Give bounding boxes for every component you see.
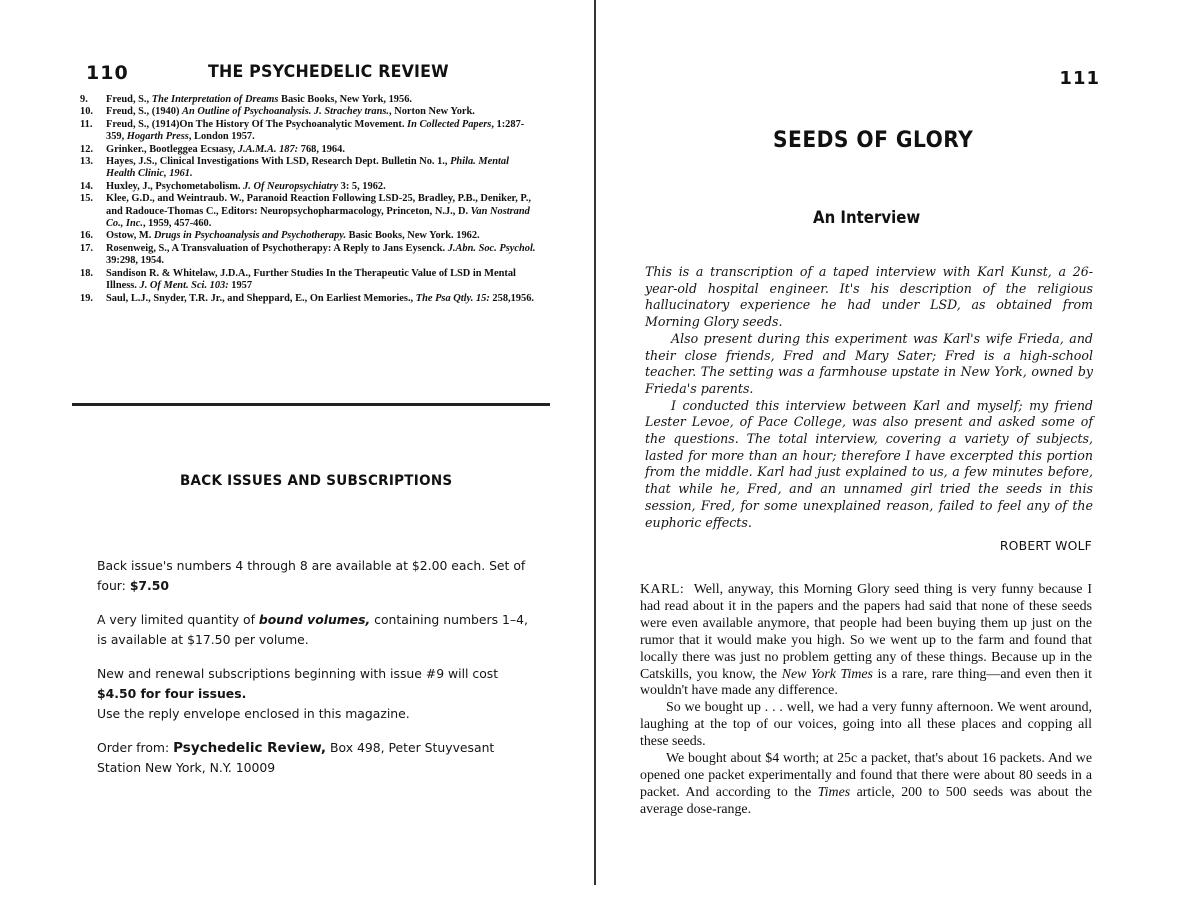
reference-item (80, 119, 540, 144)
reference-number: 9. (80, 94, 88, 105)
reference-text: Huxley, J., Psychometabolism. J. Of Neuropsychiatry 3: 5, 1962. (106, 180, 386, 192)
reference-number: 15. (80, 193, 93, 205)
reference-text: Sandison R. & Whitelaw, J.D.A., Further Studies In the Therapeutic Value of LSD in Mental Illness. J. Of Ment. Sci. 103: 1957 (106, 267, 516, 292)
reference-item (80, 230, 540, 242)
reference-item (80, 106, 540, 118)
reference-text: Klee, G.D., and Weintraub. W., Paranoid Reaction Following LSD-25, Bradley, P.B., Deniker, P., and Radouce-Thomas C., Editors: Neuropsychopharmacology, Princeton, N.J., D. Van Nostrand Co., Inc., 1959, 457-460. (106, 193, 532, 230)
publisher-name: Psychedelic Review, (173, 740, 327, 756)
body-text: We bought about $4 worth; at 25c a packet, that's about 16 packets. And we opened one packet experimentally and found that there were about 80 seeds in a packet. And according to the (640, 751, 1092, 800)
subscription-price: $4.50 for four issues. (97, 686, 247, 701)
bound-volumes-paragraph (97, 610, 537, 650)
reference-list (80, 94, 540, 305)
subscription-text: New and renewal subscriptions beginning with issue #9 will cost (97, 666, 499, 681)
reference-item (80, 144, 540, 156)
body-text: Well, anyway, this Morning Glory seed thing is very funny because I had read about it in the papers and the papers had said that none of these seeds were even available anymore, that people had been buying them up just on the rumor that it would make you high. So we went up to the farm and found that locally there was just no problem getting any of these things. Because up in the Catskills, you know, the (640, 582, 1092, 682)
reference-number: 10. (80, 106, 93, 118)
reference-item (80, 193, 540, 230)
publisher-address: Box 498, Peter Stuyvesant Station New York, N.Y. 10009 (97, 740, 495, 775)
reference-number: 19. (80, 292, 93, 304)
center-gutter (594, 0, 596, 885)
running-head: THE PSYCHEDELIC REVIEW (208, 62, 449, 81)
reference-item (80, 243, 540, 268)
reference-item (80, 293, 540, 305)
interview-body (640, 582, 1092, 819)
page-number-right: 111 (1059, 68, 1100, 89)
reference-number: 13. (80, 156, 93, 168)
body-paragraph: So we bought up . . . well, we had a very funny afternoon. We went around, laughing at the top of our voices, going into all these places and copping all these seeds. (640, 700, 1092, 750)
body-text: article, 200 to 500 seeds was about the average dose-range. (640, 784, 1092, 817)
intro-paragraph: Also present during this experiment was Karl's wife Frieda, and their close friends, Fred and Mary Sater; Fred is a high-school teacher. The setting was a farmhouse upstate in New York, owned by Frieda's parents. (645, 330, 1093, 396)
reference-text: Freud, S., (1914)On The History Of The Psychoanalytic Movement. In Collected Papers, 1:287-359, Hogarth Press, London 1957. (106, 118, 525, 143)
reference-number: 12. (80, 143, 93, 155)
back-issues-text: Back issue's numbers 4 through 8 are available at $2.00 each. Set of four: (97, 558, 526, 593)
subscription-paragraph (97, 664, 537, 724)
reference-text: Freud, S., The Interpretation of Dreams Basic Books, New York, 1956. (106, 94, 412, 105)
intro-paragraph: I conducted this interview between Karl and myself; my friend Lester Levoe, of Pace College, was also present and asked some of the questions. The total interview, covering a variety of subjects, lasted for more than an hour; therefore I have excerpted this portion from the middle. Karl had just explained to us, a few minutes before, that while he, Fred, and an unnamed girl tried the seeds in this session, Fred, for some unexplained reason, failed to feel any of the euphoric effects. (645, 397, 1093, 530)
publication-name: Times (817, 784, 851, 800)
reference-item (80, 181, 540, 193)
reference-text: Hayes, J.S., Clinical Investigations With LSD, Research Dept. Bulletin No. 1., Phila. Mental Health Clinic, 1961. (106, 156, 509, 180)
reply-envelope-note: Use the reply envelope enclosed in this magazine. (97, 706, 410, 721)
reference-item (80, 94, 540, 106)
article-intro (645, 264, 1093, 531)
speaker-label: KARL: (640, 582, 685, 597)
reference-text: Freud, S., (1940) An Outline of Psychoanalysis. J. Strachey trans., Norton New York. (106, 106, 475, 118)
reference-text: Ostow, M. Drugs in Psychoanalysis and Psychotherapy. Basic Books, New York. 1962. (106, 230, 480, 242)
article-title: SEEDS OF GLORY (773, 128, 974, 153)
set-price: $7.50 (129, 578, 170, 593)
back-issues-paragraph (97, 556, 537, 596)
reference-text: Grinker., Bootleggea Ecsıasy, J.A.M.A. 187: 768, 1964. (106, 143, 345, 155)
reference-item (80, 156, 540, 181)
order-paragraph (97, 738, 537, 778)
back-issues-heading: BACK ISSUES AND SUBSCRIPTIONS (180, 473, 453, 489)
order-from-label: Order from: (97, 740, 170, 755)
reference-number: 18. (80, 267, 93, 279)
bound-volumes-intro: A very limited quantity of (97, 612, 255, 627)
article-subtitle: An Interview (813, 208, 921, 228)
reference-number: 17. (80, 242, 93, 254)
reference-number: 16. (80, 230, 93, 242)
bound-volumes-detail: containing numbers 1–4, is available at $17.50 per volume. (97, 612, 528, 647)
page-number-left: 110 (86, 62, 129, 84)
reference-text: Saul, L.J., Snyder, T.R. Jr., and Sheppard, E., On Earliest Memories., The Psa Qtly. 15: 258,1956. (106, 292, 534, 304)
body-paragraph (640, 582, 1092, 700)
publication-name: New York Times (781, 666, 873, 682)
reference-number: 14. (80, 180, 93, 192)
reference-number: 11. (80, 118, 93, 130)
intro-paragraph: This is a transcription of a taped interview with Karl Kunst, a 26-year-old hospital engineer. It's his description of the religious hallucinatory experience he had under LSD, as obtained from Morning Glory seeds. (645, 264, 1093, 330)
body-paragraph (640, 751, 1092, 819)
body-text: is a rare, rare thing—and even then it wouldn't have made any difference. (640, 666, 1093, 699)
bound-volumes-label: bound volumes, (258, 612, 371, 627)
reference-text: Rosenweig, S., A Transvaluation of Psychotherapy: A Reply to Jans Eysenck. J.Abn. Soc. Psychol. 39:298, 1954. (106, 242, 536, 267)
reference-item (80, 268, 540, 293)
author-byline: ROBERT WOLF (999, 538, 1092, 553)
right-page (597, 0, 1184, 912)
section-divider (72, 403, 550, 406)
